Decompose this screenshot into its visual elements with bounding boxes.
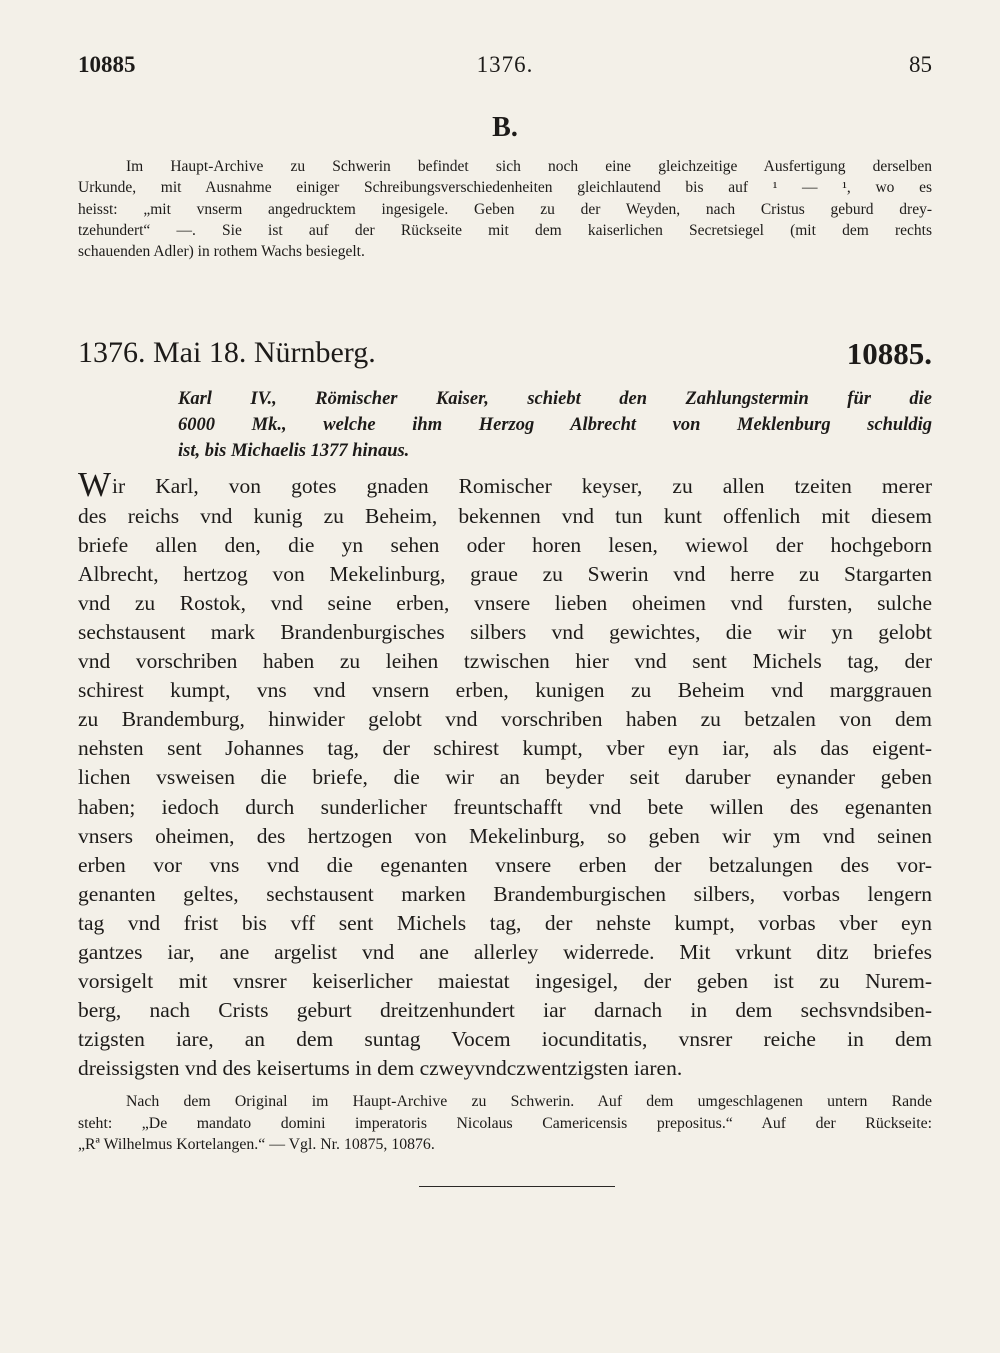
initial-letter: W — [78, 465, 112, 505]
source-note — [78, 1091, 932, 1156]
charter-line: gantzes iar, ane argelist vnd ane allerley widerrede. Mit vrkunt ditz briefes — [78, 939, 932, 964]
archive-note-line: Im Haupt-Archive zu Schwerin befindet sich noch eine gleichzeitige Ausfertigung derselben — [126, 158, 932, 175]
charter-line: vnsers oheimen, des hertzogen von Mekelinburg, so geben wir ym vnd seinen — [78, 823, 932, 848]
entry-heading — [78, 336, 932, 376]
charter-line: vnd zu Rostok, vnd seine erben, vnsere lieben oheimen vnd fursten, sulche — [78, 590, 932, 615]
source-note-line: steht: „De mandato domini imperatoris Nicolaus Camericensis prepositus.“ Auf der Rückseite: — [78, 1114, 932, 1132]
archive-note-line: schauenden Adler) in rothem Wachs besiegelt. — [78, 243, 365, 261]
charter-line — [78, 465, 932, 505]
archive-note — [78, 156, 932, 262]
charter-line: briefe allen den, die yn sehen oder horen lesen, wiewol der hochgeborn — [78, 532, 932, 557]
page-number: 85 — [909, 52, 932, 77]
running-head-year: 1376. — [476, 52, 534, 77]
section-letter: B. — [492, 112, 518, 143]
charter-line: tag vnd frist bis vff sent Michels tag, der nehste kumpt, vorbas vber eyn — [78, 910, 932, 935]
archive-note-line: heisst: „mit vnserm angedrucktem ingesigele. Geben zu der Weyden, nach Cristus geburd drey- — [78, 200, 932, 218]
entry-number: 10885. — [846, 336, 932, 372]
source-note-line: „Rª Wilhelmus Kortelangen.“ — Vgl. Nr. 10875, 10876. — [78, 1136, 435, 1154]
entry-date-place: 1376. Mai 18. Nürnberg. — [78, 336, 376, 370]
charter-line: vorsigelt mit vnsrer keiserlicher maiestat ingesigel, der geben ist zu Nurem- — [78, 969, 932, 994]
archive-note-line: Urkunde, mit Ausnahme einiger Schreibungsverschiedenheiten gleichlautend bis auf ¹ — ¹, wo es — [78, 179, 932, 197]
closing-rule — [419, 1186, 615, 1187]
charter-line: tzigsten iare, an dem suntag Vocem iocunditatis, vnsrer reiche in dem — [78, 1027, 932, 1052]
charter-line: sechstausent mark Brandenburgisches silbers vnd gewichtes, die wir yn gelobt — [78, 619, 932, 644]
charter-line: des reichs vnd kunig zu Beheim, bekennen vnd tun kunt offenlich mit diesem — [78, 503, 932, 528]
regest-summary — [178, 386, 932, 464]
charter-line: genanten geltes, sechstausent marken Brandemburgischen silbers, vorbas lengern — [78, 881, 932, 906]
source-note-line: Nach dem Original im Haupt-Archive zu Schwerin. Auf dem umgeschlagenen untern Rande — [126, 1093, 932, 1111]
charter-text — [78, 465, 932, 1083]
charter-line: schirest kumpt, vns vnd vnsern erben, kunigen zu Beheim vnd marggrauen — [78, 678, 932, 703]
archive-note-line: tzehundert“ —. Sie ist auf der Rückseite mit dem kaiserlichen Secretsiegel (mit dem rechts — [78, 221, 932, 239]
charter-line: vnd vorschriben haben zu leihen tzwischen hier vnd sent Michels tag, der — [78, 649, 932, 674]
book-page — [78, 52, 932, 1187]
charter-line: Albrecht, hertzog von Mekelinburg, graue zu Swerin vnd herre zu Stargarten — [78, 561, 932, 586]
charter-line: haben; iedoch durch sunderlicher freuntschafft vnd bete willen des egenanten — [78, 794, 932, 819]
charter-line: berg, nach Crists geburt dreitzenhundert iar darnach in dem sechsvndsiben- — [78, 998, 932, 1023]
charter-first-line-text: ir Karl, von gotes gnaden Romischer keyser, zu allen tzeiten merer — [112, 474, 932, 499]
running-head-document-number: 10885 — [78, 52, 136, 77]
regest-line: Karl IV., Römischer Kaiser, schiebt den Zahlungstermin für die — [178, 389, 932, 410]
charter-line: dreissigsten vnd des keisertums in dem czweyvndczwentzigsten iaren. — [78, 1056, 683, 1081]
charter-line: erben vor vns vnd die egenanten vnsere erben der betzalungen des vor- — [78, 852, 932, 877]
regest-line: 6000 Mk., welche ihm Herzog Albrecht von Meklenburg schuldig — [178, 415, 932, 436]
charter-line: lichen vsweisen die briefe, die wir an beyder seit daruber eynander geben — [78, 765, 932, 790]
charter-line: zu Brandemburg, hinwider gelobt vnd vorschriben haben zu betzalen von dem — [78, 707, 932, 732]
regest-line: ist, bis Michaelis 1377 hinaus. — [178, 441, 410, 462]
charter-line: nehsten sent Johannes tag, der schirest kumpt, vber eyn iar, als das eigent- — [78, 736, 932, 761]
running-head — [78, 52, 932, 92]
